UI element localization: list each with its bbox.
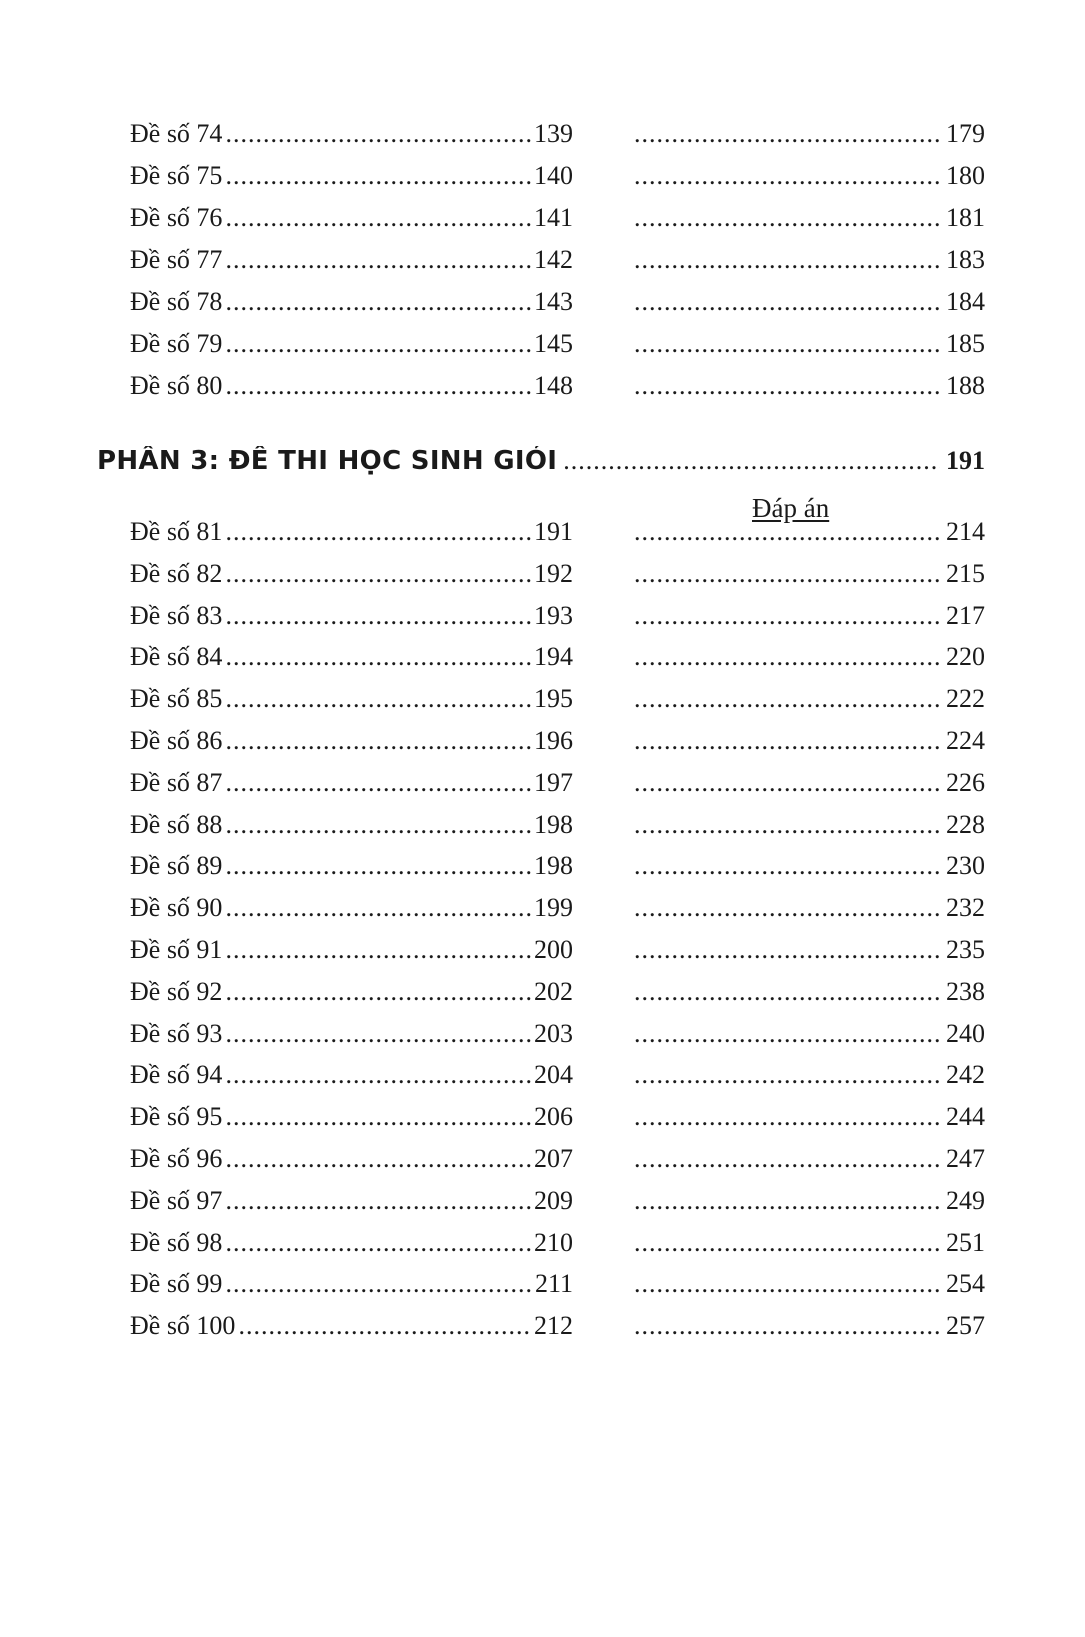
toc-row bbox=[0, 1057, 1085, 1093]
toc-row bbox=[0, 158, 1085, 194]
toc-answer-entry[interactable] bbox=[631, 556, 985, 592]
toc-row bbox=[0, 1016, 1085, 1052]
entry-label: Đề số 78 bbox=[130, 287, 223, 316]
dot-leader bbox=[225, 284, 531, 320]
toc-answer-entry[interactable] bbox=[631, 1099, 985, 1135]
entry-label: Đề số 90 bbox=[130, 893, 223, 923]
entry-label: Đề số 76 bbox=[130, 203, 223, 232]
dot-leader bbox=[634, 1099, 943, 1135]
entry-page-number: 139 bbox=[534, 119, 573, 148]
toc-row bbox=[0, 681, 1085, 717]
toc-entry[interactable] bbox=[130, 368, 573, 404]
entry-label: Đề số 81 bbox=[130, 517, 223, 546]
part3-page-number: 191 bbox=[946, 446, 985, 475]
toc-answer-entry[interactable] bbox=[631, 807, 985, 843]
answer-page-number: 247 bbox=[946, 1144, 985, 1173]
entry-page-number: 192 bbox=[534, 558, 573, 588]
dot-leader bbox=[634, 723, 943, 759]
toc-row bbox=[0, 1141, 1085, 1177]
toc-answer-entry[interactable] bbox=[631, 116, 985, 152]
toc-row bbox=[0, 514, 1085, 550]
toc-answer-entry[interactable] bbox=[631, 681, 985, 717]
entry-label: Đề số 79 bbox=[130, 329, 223, 358]
dot-leader bbox=[634, 639, 943, 675]
entry-label: Đề số 97 bbox=[130, 1185, 223, 1215]
toc-entry[interactable] bbox=[130, 200, 573, 236]
dot-leader bbox=[225, 974, 531, 1010]
answer-page-number: 230 bbox=[946, 851, 985, 881]
toc-row bbox=[0, 326, 1085, 362]
answer-page-number: 188 bbox=[946, 371, 985, 400]
toc-answer-entry[interactable] bbox=[631, 368, 985, 404]
entry-page-number: 204 bbox=[534, 1060, 573, 1090]
entry-page-number: 145 bbox=[534, 329, 573, 358]
answer-page-number: 215 bbox=[946, 558, 985, 588]
entry-label: Đề số 95 bbox=[130, 1102, 223, 1132]
answer-page-number: 226 bbox=[946, 767, 985, 797]
toc-answer-entry[interactable] bbox=[631, 932, 985, 968]
dot-leader bbox=[225, 1099, 531, 1135]
toc-entry[interactable] bbox=[130, 284, 573, 320]
answer-page-number: 235 bbox=[946, 935, 985, 964]
entry-page-number: 202 bbox=[534, 976, 573, 1006]
answer-page-number: 242 bbox=[946, 1060, 985, 1090]
dot-leader bbox=[634, 848, 943, 884]
toc-row bbox=[0, 1183, 1085, 1219]
entry-label: Đề số 83 bbox=[130, 600, 223, 630]
entry-page-number: 212 bbox=[534, 1311, 573, 1341]
toc-answer-entry[interactable] bbox=[631, 890, 985, 926]
toc-answer-entry[interactable] bbox=[631, 723, 985, 759]
answer-page-number: 251 bbox=[946, 1227, 985, 1257]
toc-answer-entry[interactable] bbox=[631, 1016, 985, 1052]
toc-entry[interactable] bbox=[130, 765, 573, 801]
toc-row bbox=[0, 639, 1085, 675]
dot-leader bbox=[634, 514, 943, 550]
toc-row bbox=[0, 1266, 1085, 1302]
dot-leader bbox=[225, 368, 531, 404]
toc-entry[interactable] bbox=[130, 158, 573, 194]
dot-leader bbox=[225, 723, 531, 759]
dot-leader bbox=[225, 1141, 531, 1177]
dot-leader bbox=[634, 116, 943, 152]
toc-answer-entry[interactable] bbox=[631, 200, 985, 236]
entry-page-number: 193 bbox=[534, 600, 573, 630]
entry-label: Đề số 88 bbox=[130, 809, 223, 839]
answer-page-number: 217 bbox=[946, 600, 985, 630]
entry-label: Đề số 82 bbox=[130, 558, 223, 588]
entry-page-number: 143 bbox=[534, 287, 573, 316]
dot-leader bbox=[238, 1308, 531, 1344]
toc-row bbox=[0, 1308, 1085, 1344]
answer-page-number: 184 bbox=[946, 287, 985, 316]
answer-page-number: 224 bbox=[946, 726, 985, 755]
toc-entry[interactable] bbox=[130, 932, 573, 968]
dot-leader bbox=[634, 1057, 943, 1093]
dot-leader bbox=[225, 556, 531, 592]
toc-entry[interactable] bbox=[130, 1016, 573, 1052]
dot-leader bbox=[634, 326, 943, 362]
entry-page-number: 148 bbox=[534, 371, 573, 400]
answer-page-number: 249 bbox=[946, 1185, 985, 1215]
dot-leader bbox=[225, 242, 531, 278]
toc-answer-entry[interactable] bbox=[631, 158, 985, 194]
part3-heading[interactable] bbox=[97, 446, 985, 486]
dot-leader bbox=[634, 1266, 943, 1302]
entry-page-number: 194 bbox=[534, 642, 573, 672]
entry-page-number: 209 bbox=[534, 1185, 573, 1215]
dot-leader bbox=[225, 639, 531, 675]
dot-leader bbox=[634, 284, 943, 320]
dot-leader bbox=[225, 765, 531, 801]
answer-page-number: 179 bbox=[946, 119, 985, 148]
toc-entry[interactable] bbox=[130, 514, 573, 550]
entry-label: Đề số 100 bbox=[130, 1311, 236, 1341]
dot-leader bbox=[634, 242, 943, 278]
toc-entry[interactable] bbox=[130, 116, 573, 152]
toc-row bbox=[0, 556, 1085, 592]
dot-leader bbox=[225, 1183, 531, 1219]
entry-label: Đề số 91 bbox=[130, 935, 223, 964]
toc-entry[interactable] bbox=[130, 1308, 573, 1344]
entry-label: Đề số 89 bbox=[130, 851, 223, 881]
answer-page-number: 180 bbox=[946, 161, 985, 190]
toc-answer-entry[interactable] bbox=[631, 1308, 985, 1344]
toc-entry[interactable] bbox=[130, 1266, 573, 1302]
dot-leader bbox=[634, 200, 943, 236]
dot-leader bbox=[634, 158, 943, 194]
entry-page-number: 207 bbox=[534, 1144, 573, 1173]
dot-leader bbox=[634, 1183, 943, 1219]
entry-label: Đề số 99 bbox=[130, 1269, 223, 1299]
entry-page-number: 195 bbox=[534, 684, 573, 714]
entry-page-number: 203 bbox=[534, 1018, 573, 1048]
answer-page-number: 220 bbox=[946, 642, 985, 672]
dot-leader bbox=[225, 158, 531, 194]
answer-page-number: 238 bbox=[946, 976, 985, 1006]
dot-leader bbox=[634, 807, 943, 843]
entry-label: Đề số 74 bbox=[130, 119, 223, 148]
dot-leader bbox=[634, 974, 943, 1010]
part3-title: PHẦN 3: ĐỀ THI HỌC SINH GIỎI bbox=[97, 446, 558, 476]
toc-row bbox=[0, 368, 1085, 404]
dot-leader bbox=[634, 1141, 943, 1177]
answer-column-header: Đáp án bbox=[752, 493, 830, 523]
entry-label: Đề số 98 bbox=[130, 1227, 223, 1257]
toc-row bbox=[0, 200, 1085, 236]
toc-answer-entry[interactable] bbox=[631, 284, 985, 320]
answer-page-number: 257 bbox=[946, 1311, 985, 1341]
entry-label: Đề số 87 bbox=[130, 767, 223, 797]
toc-entry[interactable] bbox=[130, 556, 573, 592]
toc-entry[interactable] bbox=[130, 1099, 573, 1135]
dot-leader bbox=[225, 200, 531, 236]
entry-page-number: 141 bbox=[534, 203, 573, 232]
entry-page-number: 198 bbox=[534, 851, 573, 881]
toc-row bbox=[0, 807, 1085, 843]
answer-page-number: 228 bbox=[946, 809, 985, 839]
answer-page-number: 232 bbox=[946, 893, 985, 923]
dot-leader bbox=[634, 556, 943, 592]
dot-leader bbox=[225, 326, 531, 362]
entry-page-number: 191 bbox=[534, 517, 573, 546]
dot-leader bbox=[225, 1016, 531, 1052]
dot-leader bbox=[225, 116, 531, 152]
entry-page-number: 211 bbox=[534, 1269, 573, 1299]
toc-entry[interactable] bbox=[130, 681, 573, 717]
entry-label: Đề số 84 bbox=[130, 642, 223, 672]
dot-leader bbox=[634, 765, 943, 801]
entry-label: Đề số 92 bbox=[130, 976, 223, 1006]
entry-page-number: 199 bbox=[534, 893, 573, 923]
toc-entry[interactable] bbox=[130, 598, 573, 634]
dot-leader bbox=[225, 514, 531, 550]
dot-leader bbox=[225, 848, 531, 884]
toc-answer-entry[interactable] bbox=[631, 326, 985, 362]
entry-label: Đề số 80 bbox=[130, 371, 223, 400]
toc-answer-entry[interactable] bbox=[631, 1225, 985, 1261]
toc-row bbox=[0, 848, 1085, 884]
entry-page-number: 196 bbox=[534, 726, 573, 755]
entry-label: Đề số 85 bbox=[130, 684, 223, 714]
entry-label: Đề số 93 bbox=[130, 1018, 223, 1048]
toc-answer-entry[interactable] bbox=[631, 765, 985, 801]
dot-leader bbox=[634, 932, 943, 968]
dot-leader bbox=[225, 1266, 532, 1302]
toc-entry[interactable] bbox=[130, 326, 573, 362]
toc-row bbox=[0, 723, 1085, 759]
answer-page-number: 244 bbox=[946, 1102, 985, 1132]
toc-row bbox=[0, 974, 1085, 1010]
toc-entry[interactable] bbox=[130, 1057, 573, 1093]
toc-row bbox=[0, 598, 1085, 634]
answer-page-number: 183 bbox=[946, 245, 985, 274]
toc-row bbox=[0, 932, 1085, 968]
entry-page-number: 210 bbox=[534, 1227, 573, 1257]
toc-row bbox=[0, 1099, 1085, 1135]
dot-leader bbox=[225, 807, 531, 843]
toc-answer-entry[interactable] bbox=[631, 639, 985, 675]
toc-entry[interactable] bbox=[130, 723, 573, 759]
answer-page-number: 181 bbox=[946, 203, 985, 232]
dot-leader bbox=[563, 446, 940, 476]
toc-row bbox=[0, 284, 1085, 320]
toc-answer-entry[interactable] bbox=[631, 598, 985, 634]
toc-answer-entry[interactable] bbox=[631, 1183, 985, 1219]
entry-label: Đề số 86 bbox=[130, 726, 223, 755]
toc-entry[interactable] bbox=[130, 639, 573, 675]
dot-leader bbox=[225, 1057, 531, 1093]
entry-label: Đề số 96 bbox=[130, 1144, 223, 1173]
toc-row bbox=[0, 116, 1085, 152]
dot-leader bbox=[225, 681, 531, 717]
dot-leader bbox=[225, 1225, 531, 1261]
toc-row bbox=[0, 242, 1085, 278]
toc-entry[interactable] bbox=[130, 974, 573, 1010]
toc-row bbox=[0, 765, 1085, 801]
answer-page-number: 240 bbox=[946, 1018, 985, 1048]
toc-entry[interactable] bbox=[130, 1141, 573, 1177]
answer-page-number: 214 bbox=[946, 517, 985, 546]
toc-entry[interactable] bbox=[130, 890, 573, 926]
toc-row bbox=[0, 1225, 1085, 1261]
dot-leader bbox=[634, 1308, 943, 1344]
entry-page-number: 198 bbox=[534, 809, 573, 839]
toc-entry[interactable] bbox=[130, 1183, 573, 1219]
dot-leader bbox=[634, 890, 943, 926]
toc-answer-entry[interactable] bbox=[631, 848, 985, 884]
dot-leader bbox=[634, 1016, 943, 1052]
entry-label: Đề số 94 bbox=[130, 1060, 223, 1090]
entry-label: Đề số 77 bbox=[130, 245, 223, 274]
answer-page-number: 222 bbox=[946, 684, 985, 714]
entry-label: Đề số 75 bbox=[130, 161, 223, 190]
dot-leader bbox=[634, 598, 943, 634]
answer-page-number: 254 bbox=[946, 1269, 985, 1299]
dot-leader bbox=[634, 368, 943, 404]
entry-page-number: 140 bbox=[534, 161, 573, 190]
dot-leader bbox=[634, 1225, 943, 1261]
toc-answer-entry[interactable] bbox=[631, 242, 985, 278]
toc-answer-entry[interactable] bbox=[631, 1057, 985, 1093]
entry-page-number: 142 bbox=[534, 245, 573, 274]
toc-entry[interactable] bbox=[130, 848, 573, 884]
dot-leader bbox=[225, 932, 531, 968]
answer-page-number: 185 bbox=[946, 329, 985, 358]
toc-entry[interactable] bbox=[130, 242, 573, 278]
entry-page-number: 206 bbox=[534, 1102, 573, 1132]
toc-entry[interactable] bbox=[130, 1225, 573, 1261]
toc-answer-entry[interactable] bbox=[631, 514, 985, 550]
toc-entry[interactable] bbox=[130, 807, 573, 843]
toc-row bbox=[0, 890, 1085, 926]
dot-leader bbox=[634, 681, 943, 717]
dot-leader bbox=[225, 890, 531, 926]
toc-answer-entry[interactable] bbox=[631, 1266, 985, 1302]
entry-page-number: 200 bbox=[534, 935, 573, 964]
toc-answer-entry[interactable] bbox=[631, 1141, 985, 1177]
toc-answer-entry[interactable] bbox=[631, 974, 985, 1010]
entry-page-number: 197 bbox=[534, 767, 573, 797]
dot-leader bbox=[225, 598, 531, 634]
